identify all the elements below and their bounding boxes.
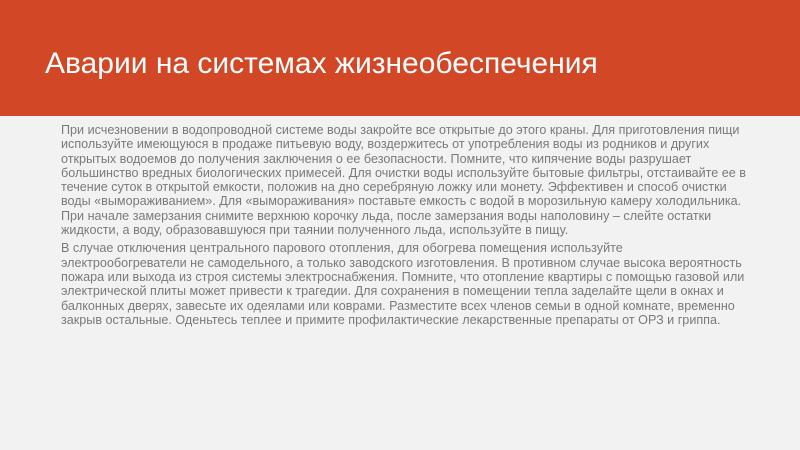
paragraph-heating: В случае отключения центрального парового отопления, для обогрева помещения используйте электрообогреватели не самодельного, а только заводского изготовления. В противном случае высока вероятность пожара или выхода из строя системы электроснабжения. Помните, что отопление квартиры с помощью газовой или электрической плиты может привести к трагедии. Для сохранения в помещении тепла заделайте щели в окнах и балконных дверях, завесьте их одеялами или коврами. Разместите всех членов семьи в одной комнате, временно закрыв остальные. Оденьтесь теплее и примите профилактические лекарственные препараты от ОРЗ и гриппа.	[61, 241, 745, 327]
slide-title: Аварии на системах жизнеобеспечения	[45, 47, 598, 80]
slide-body	[61, 123, 747, 331]
paragraph-water-supply: При исчезновении в водопроводной системе воды закройте все открытые до этого краны. Для приготовления пищи используйте имеющуюся в продаже питьевую воду, воздержитесь от употребления воды из родников и других открытых водоемов до получения заключения о ее безопасности. Помните, что кипячение воды разрушает большинство вредных биологических примесей. Для очистки воды используйте бытовые фильтры, отстаивайте ее в течение суток в открытой емкости, положив на дно серебряную ложку или монету. Эффективен и способ очистки воды «вымораживанием». Для «вымораживания» поставьте емкость с водой в морозильную камеру холодильника. При начале замерзания снимите верхнюю корочку льда, после замерзания воды наполовину – слейте остатки жидкости, а воду, образовавшуюся при таянии полученного льда, используйте в пищу.	[61, 123, 746, 238]
